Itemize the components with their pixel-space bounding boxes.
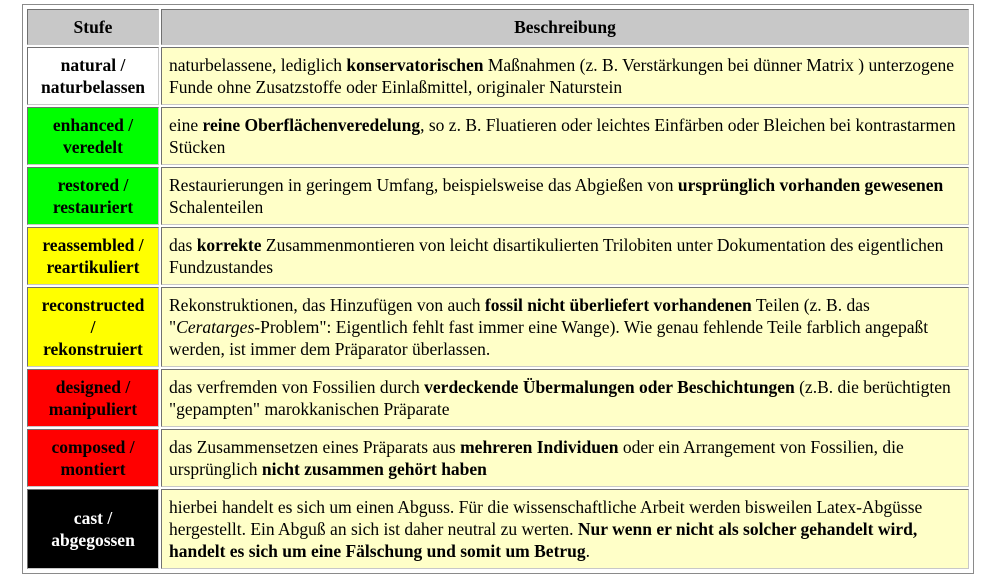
stufe-cell <box>27 369 159 427</box>
description-text: -Problem": Eigentlich fehlt fast immer eine Wange). Wie genau fehlende Teile farblich angepaßt werden, ist immer dem Präparator überlassen. <box>169 317 929 359</box>
table-body <box>27 47 969 569</box>
bold-text: ursprünglich vorhanden gewesenen <box>677 175 944 195</box>
beschreibung-cell <box>161 369 969 427</box>
description-text: oder ein Arrangement von Fossilien, die ursprünglich <box>169 437 904 479</box>
stufe-label-line: abgegossen <box>51 530 135 550</box>
table-row <box>27 429 969 487</box>
table-row <box>27 287 969 367</box>
header-beschreibung: Beschreibung <box>161 9 969 45</box>
description-text: Schalenteilen <box>169 197 264 217</box>
description-text: Teilen (z. B. das " <box>169 295 870 337</box>
bold-text: konservatorischen <box>346 55 484 75</box>
description-text: das Zusammensetzen eines Präparats aus <box>169 437 461 457</box>
description-text: (z.B. die berüchtigten "gepampten" marokkanischen Präparate <box>169 377 951 419</box>
bold-text: nicht zusammen gehört haben <box>261 459 487 479</box>
stufe-cell <box>27 47 159 105</box>
description-text: das verfremden von Fossilien durch <box>169 377 425 397</box>
table-frame <box>22 4 974 574</box>
description-text: Restaurierungen in geringem Umfang, beispielsweise das Abgießen von <box>169 175 678 195</box>
stufe-label-line: reartikuliert <box>46 257 140 277</box>
beschreibung-cell <box>161 107 969 165</box>
bold-text: reine Oberflächenveredelung <box>202 115 421 135</box>
table-row <box>27 107 969 165</box>
stufe-cell <box>27 167 159 225</box>
stufe-label-line: montiert <box>60 459 126 479</box>
stufe-label-line: rekonstruiert <box>43 339 143 359</box>
description-text: das <box>169 235 197 255</box>
stufe-label-line: manipuliert <box>48 399 138 419</box>
table-row <box>27 489 969 569</box>
description-text: . <box>585 541 591 561</box>
description-text: , so z. B. Fluatieren oder leichtes Einfärben oder Bleichen bei kontrastarmen Stücken <box>169 115 956 157</box>
table-row <box>27 227 969 285</box>
bold-text: korrekte <box>196 235 262 255</box>
stufe-cell <box>27 227 159 285</box>
bold-text: fossil nicht überliefert vorhandenen <box>484 295 752 315</box>
description-text: naturbelassene, lediglich <box>169 55 347 75</box>
beschreibung-cell <box>161 429 969 487</box>
table-row <box>27 167 969 225</box>
header-stufe: Stufe <box>27 9 159 45</box>
stufe-cell <box>27 287 159 367</box>
stufe-label-line: reconstructed <box>41 295 145 315</box>
stufe-label-line: composed / <box>51 437 135 457</box>
stufe-cell <box>27 429 159 487</box>
stufe-label-line: reassembled / <box>42 235 144 255</box>
bold-text: mehreren Individuen <box>460 437 619 457</box>
description-text: hierbei handelt es sich um einen Abguss. Für die wissenschaftliche Arbeit werden bisweilen Latex-Abgüsse hergestellt. Ein Abguß an sich ist daher neutral zu werten. <box>169 497 923 539</box>
stufe-label-line: / <box>90 317 96 337</box>
header-row <box>27 9 969 45</box>
stufe-label-line: designed / <box>55 377 131 397</box>
description-text: Zusammenmontieren von leicht disartikulierten Trilobiten unter Dokumentation des eigentlichen Fundzustandes <box>169 235 944 277</box>
stufe-label-line: restauriert <box>52 197 134 217</box>
table-row <box>27 369 969 427</box>
beschreibung-cell <box>161 287 969 367</box>
beschreibung-cell <box>161 47 969 105</box>
description-text: eine <box>169 115 203 135</box>
stufe-cell <box>27 107 159 165</box>
stufe-label-line: restored / <box>57 175 129 195</box>
stufen-table <box>25 7 971 571</box>
stufe-label-line: enhanced / <box>52 115 134 135</box>
stufe-label-line: naturbelassen <box>40 77 146 97</box>
bold-text: verdeckende Übermalungen oder Beschichtungen <box>424 377 795 397</box>
description-text: Rekonstruktionen, das Hinzufügen von auch <box>169 295 485 315</box>
table-row <box>27 47 969 105</box>
bold-text: Nur wenn er nicht als solcher gehandelt wird, handelt es sich um eine Fälschung und somit um Betrug <box>169 519 918 561</box>
stufe-label-line: veredelt <box>63 137 123 157</box>
beschreibung-cell <box>161 227 969 285</box>
beschreibung-cell <box>161 167 969 225</box>
description-text: Maßnahmen (z. B. Verstärkungen bei dünner Matrix ) unterzogene Funde ohne Zusatzstoffe oder Einlaßmittel, originaler Naturstein <box>169 55 955 97</box>
stufe-label-line: natural / <box>60 55 126 75</box>
stufe-label-line: cast / <box>73 508 113 528</box>
stufe-cell <box>27 489 159 569</box>
italic-text: Ceratarges <box>176 317 255 337</box>
beschreibung-cell <box>161 489 969 569</box>
